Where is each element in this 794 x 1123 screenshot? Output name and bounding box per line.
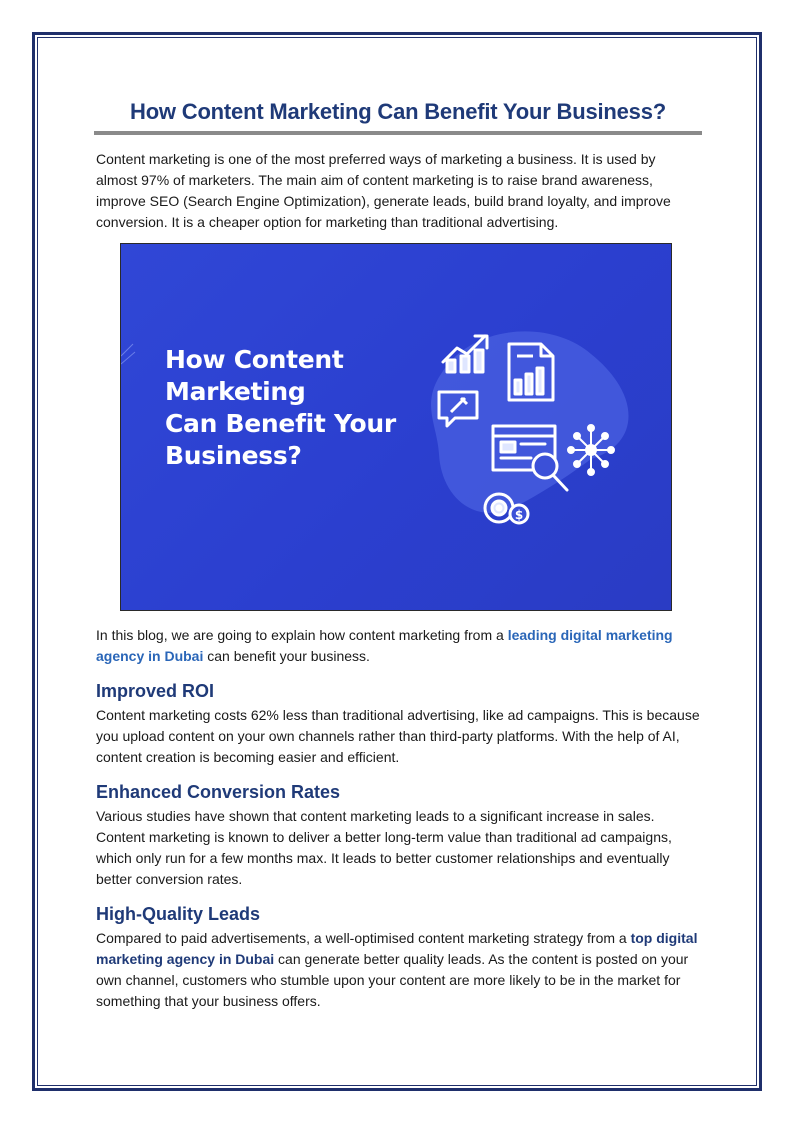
- section-heading-leads: High-Quality Leads: [96, 904, 261, 924]
- svg-text:$: $: [514, 508, 524, 522]
- article: [96, 96, 700, 1012]
- hero-heading-line: Business?: [165, 441, 302, 470]
- blog-intro-text-end: can benefit your business.: [203, 648, 370, 664]
- top-agency-link[interactable]: top digital marketing agency in Dubai: [96, 930, 698, 967]
- leads-text-end: can generate better quality leads. As the content is posted on your own channel, customers who stumble upon your content are more likely to be in the market for something that your business offers.: [96, 951, 689, 1009]
- leads-text-start: Compared to paid advertisements, a well-optimised content marketing strategy from a: [96, 930, 631, 946]
- hero-heading-line: How Content: [165, 345, 344, 374]
- hero-heading: [165, 344, 396, 472]
- section-text-leads: [96, 928, 700, 1012]
- hero-heading-line: Marketing: [165, 377, 306, 406]
- agency-link[interactable]: leading digital marketing agency in Dubai: [96, 627, 673, 664]
- section-text-roi: Content marketing costs 62% less than traditional advertising, like ad campaigns. This is because you upload content on your own channels rather than third-party platforms. With the help of AI, content creation is becoming easier and efficient.: [96, 707, 700, 765]
- growth-chart-icon: [443, 336, 487, 372]
- title-underline: [94, 131, 702, 135]
- hero-banner-image: [120, 243, 672, 611]
- page-title: How Content Marketing Can Benefit Your Business?: [130, 99, 666, 124]
- section-heading-roi: Improved ROI: [96, 681, 215, 701]
- arrow-accent-icon: [121, 344, 135, 364]
- section-text-conversion: Various studies have shown that content marketing leads to a significant increase in sales. Content marketing is known to deliver a better long-term value than traditional ad campaigns, which only run for a few months max. It leads to better customer relationships and eventually better conversion rates.: [96, 808, 672, 887]
- blog-intro-text: In this blog, we are going to explain how content marketing from a: [96, 627, 508, 643]
- section-heading-conversion: Enhanced Conversion Rates: [96, 782, 341, 802]
- hero-heading-line: Can Benefit Your: [165, 409, 396, 438]
- blog-intro-paragraph: [96, 625, 700, 667]
- intro-paragraph: Content marketing is one of the most preferred ways of marketing a business. It is used by almost 97% of marketers. The main aim of content marketing is to raise brand awareness, improve SEO (Search Engine Optimization), generate leads, build brand loyalty, and improve conversion. It is a cheaper option for marketing than traditional advertising.: [96, 151, 671, 230]
